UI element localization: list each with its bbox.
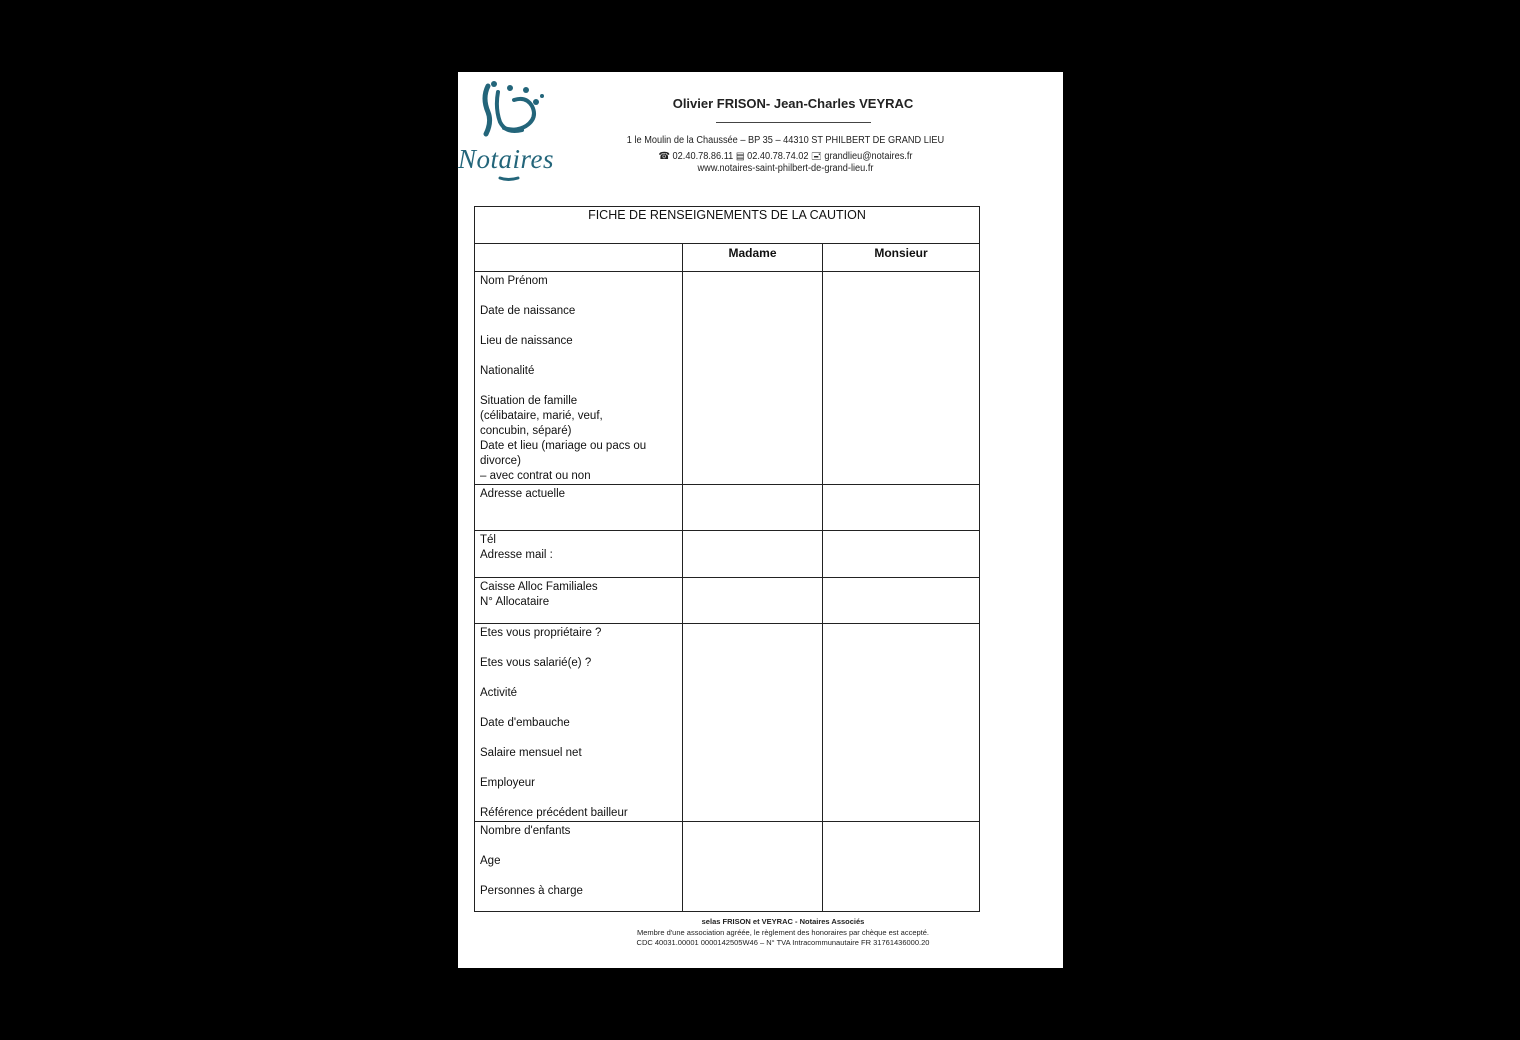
label-situation-detail-1: (célibataire, marié, veuf,: [480, 410, 603, 422]
email-address[interactable]: grandlieu@notaires.fr: [824, 151, 913, 162]
label-lieu-naissance: Lieu de naissance: [480, 335, 573, 347]
caution-form-table: [474, 206, 980, 912]
label-proprietaire: Etes vous propriétaire ?: [480, 627, 602, 639]
caf-labels: [475, 578, 683, 624]
label-situation-detail-2: concubin, séparé): [480, 425, 572, 437]
work-labels: [475, 624, 683, 822]
label-date-naissance: Date de naissance: [480, 305, 576, 317]
madame-work-field[interactable]: [683, 624, 823, 822]
logo-wordmark: Notaires: [458, 144, 555, 174]
label-nationalite: Nationalité: [480, 365, 535, 377]
label-tel: Tél: [480, 534, 496, 546]
phone-icon: ☎: [658, 151, 670, 162]
label-enfants: Nombre d'enfants: [480, 825, 571, 837]
form-title: FICHE DE RENSEIGNEMENTS DE LA CAUTION: [475, 207, 980, 244]
label-adresse: Adresse actuelle: [480, 488, 566, 500]
monsieur-family-field[interactable]: [823, 822, 980, 912]
adresse-labels: [475, 485, 683, 531]
label-personnes-charge: Personnes à charge: [480, 885, 583, 897]
phone-number: 02.40.78.86.11: [672, 151, 734, 162]
label-date-lieu: Date et lieu (mariage ou pacs ou divorce): [480, 440, 647, 467]
monsieur-work-field[interactable]: [823, 624, 980, 822]
fax-icon: ▤: [735, 151, 745, 162]
footer-membership: Membre d'une association agréée, le règlement des honoraires par chèque est accepté.: [636, 928, 930, 937]
madame-identity-field[interactable]: [683, 272, 823, 485]
label-mail: Adresse mail :: [480, 549, 553, 561]
label-caisse: Caisse Alloc Familiales: [480, 581, 598, 593]
label-nom-prenom: Nom Prénom: [480, 275, 548, 287]
office-address: 1 le Moulin de la Chaussée – BP 35 – 44310 ST PHILBERT DE GRAND LIEU: [626, 135, 945, 146]
label-activite: Activité: [480, 687, 518, 699]
identity-labels: [475, 272, 683, 485]
label-column-header: [475, 244, 683, 272]
email-icon: 🖃: [811, 151, 822, 162]
notaries-names: Olivier FRISON- Jean-Charles VEYRAC: [672, 96, 914, 111]
madame-adresse-field[interactable]: [683, 485, 823, 531]
fax-number: 02.40.78.74.02: [747, 151, 809, 162]
label-situation-famille: Situation de famille: [480, 395, 578, 407]
document-page: [458, 72, 1063, 968]
monsieur-adresse-field[interactable]: [823, 485, 980, 531]
label-embauche: Date d'embauche: [480, 717, 570, 729]
label-contrat: – avec contrat ou non: [480, 470, 591, 482]
monsieur-caf-field[interactable]: [823, 578, 980, 624]
madame-contact-field[interactable]: [683, 531, 823, 578]
header-divider: [716, 122, 871, 123]
label-age: Age: [480, 855, 501, 867]
madame-caf-field[interactable]: [683, 578, 823, 624]
monsieur-contact-field[interactable]: [823, 531, 980, 578]
notaires-logo: [458, 78, 588, 186]
monsieur-column-header: Monsieur: [823, 244, 980, 272]
label-allocataire: N° Allocataire: [480, 596, 550, 608]
label-salarie: Etes vous salarié(e) ?: [480, 657, 592, 669]
label-salaire: Salaire mensuel net: [480, 747, 582, 759]
label-reference-bailleur: Référence précédent bailleur: [480, 807, 628, 819]
footer-company: selas FRISON et VEYRAC - Notaires Associés: [701, 917, 865, 926]
website-link[interactable]: www.notaires-saint-philbert-de-grand-lieu.fr: [697, 163, 874, 174]
madame-family-field[interactable]: [683, 822, 823, 912]
madame-column-header: Madame: [683, 244, 823, 272]
contact-labels: [475, 531, 683, 578]
label-employeur: Employeur: [480, 777, 535, 789]
family-labels: [475, 822, 683, 912]
monsieur-identity-field[interactable]: [823, 272, 980, 485]
footer-registration: CDC 40031.00001 0000142505W46 – N° TVA Intracommunautaire FR 31761436000.20: [636, 938, 930, 947]
